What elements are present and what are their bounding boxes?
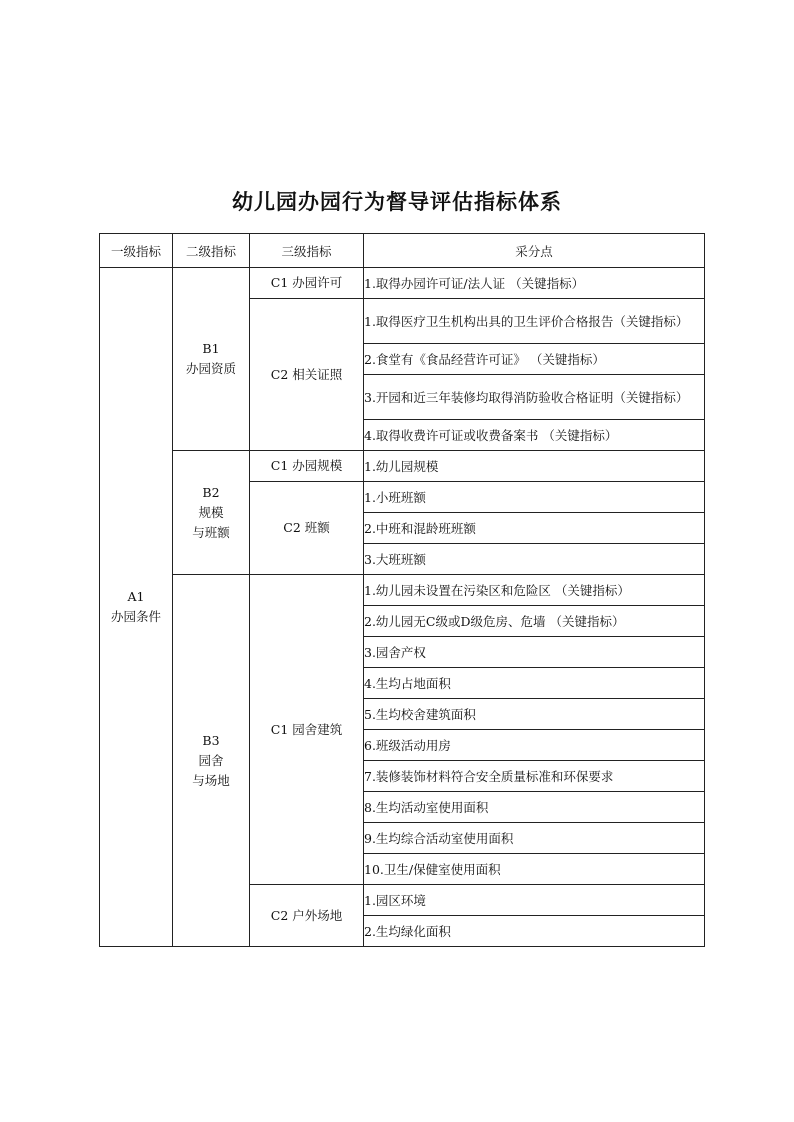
- a1-cell: [100, 268, 173, 947]
- point-cell: 2.生均绿化面积: [364, 916, 705, 947]
- b3-code: B3: [202, 732, 220, 748]
- b2-cell: [173, 451, 250, 575]
- point-cell: 3.开园和近三年装修均取得消防验收合格证明（关键指标）: [364, 375, 705, 420]
- b1-c2-cell: C2 相关证照: [250, 299, 364, 451]
- header-points: 采分点: [364, 234, 705, 268]
- point-cell: 1.小班班额: [364, 482, 705, 513]
- b1-code: B1: [202, 341, 220, 356]
- point-cell: 1.园区环境: [364, 885, 705, 916]
- b3-c2-cell: C2 户外场地: [250, 885, 364, 947]
- b3-c1-cell: C1 园舍建筑: [250, 575, 364, 885]
- point-cell: 2.中班和混龄班班额: [364, 513, 705, 544]
- point-cell: 7.装修装饰材料符合安全质量标准和环保要求: [364, 761, 705, 792]
- header-level2: 二级指标: [173, 234, 250, 268]
- point-cell: 1.幼儿园规模: [364, 451, 705, 482]
- b2-code: B2: [202, 484, 220, 500]
- b2-c1-cell: C1 办园规模: [250, 451, 364, 482]
- point-cell: 4.生均占地面积: [364, 668, 705, 699]
- a1-code: A1: [127, 589, 145, 604]
- point-cell: 6.班级活动用房: [364, 730, 705, 761]
- document-title: 幼儿园办园行为督导评估指标体系: [232, 190, 562, 214]
- point-cell: 2.幼儿园无C级或D级危房、危墙 （关键指标）: [364, 606, 705, 637]
- point-cell: 4.取得收费许可证或收费备案书 （关键指标）: [364, 420, 705, 451]
- point-cell: 2.食堂有《食品经营许可证》 （关键指标）: [364, 344, 705, 375]
- a1-label: 办园条件: [110, 609, 161, 624]
- b3-label-line2: 与场地: [192, 772, 230, 788]
- point-cell: 5.生均校舍建筑面积: [364, 699, 705, 730]
- b2-label-line1: 规模: [198, 504, 224, 520]
- header-level3: 三级指标: [250, 234, 364, 268]
- point-cell: 1.取得医疗卫生机构出具的卫生评价合格报告（关键指标）: [364, 299, 705, 344]
- b1-cell: [173, 268, 250, 451]
- b1-label: 办园资质: [185, 361, 236, 376]
- point-cell: 10.卫生/保健室使用面积: [364, 854, 705, 885]
- table-row: [100, 268, 705, 299]
- b3-label-line1: 园舍: [198, 752, 224, 768]
- header-level1: 一级指标: [100, 234, 173, 268]
- point-cell: 8.生均活动室使用面积: [364, 792, 705, 823]
- point-cell: 3.园舍产权: [364, 637, 705, 668]
- point-cell: 9.生均综合活动室使用面积: [364, 823, 705, 854]
- b3-cell: [173, 575, 250, 947]
- b2-label-line2: 与班额: [192, 524, 230, 540]
- point-cell: 1.取得办园许可证/法人证 （关键指标）: [364, 268, 705, 299]
- point-cell: 1.幼儿园未设置在污染区和危险区 （关键指标）: [364, 575, 705, 606]
- table-row: [100, 451, 705, 482]
- table-row: [100, 575, 705, 606]
- b1-c1-cell: C1 办园许可: [250, 268, 364, 299]
- table-header-row: [100, 234, 705, 268]
- point-cell: 3.大班班额: [364, 544, 705, 575]
- b2-c2-cell: C2 班额: [250, 482, 364, 575]
- indicator-table: [99, 233, 705, 947]
